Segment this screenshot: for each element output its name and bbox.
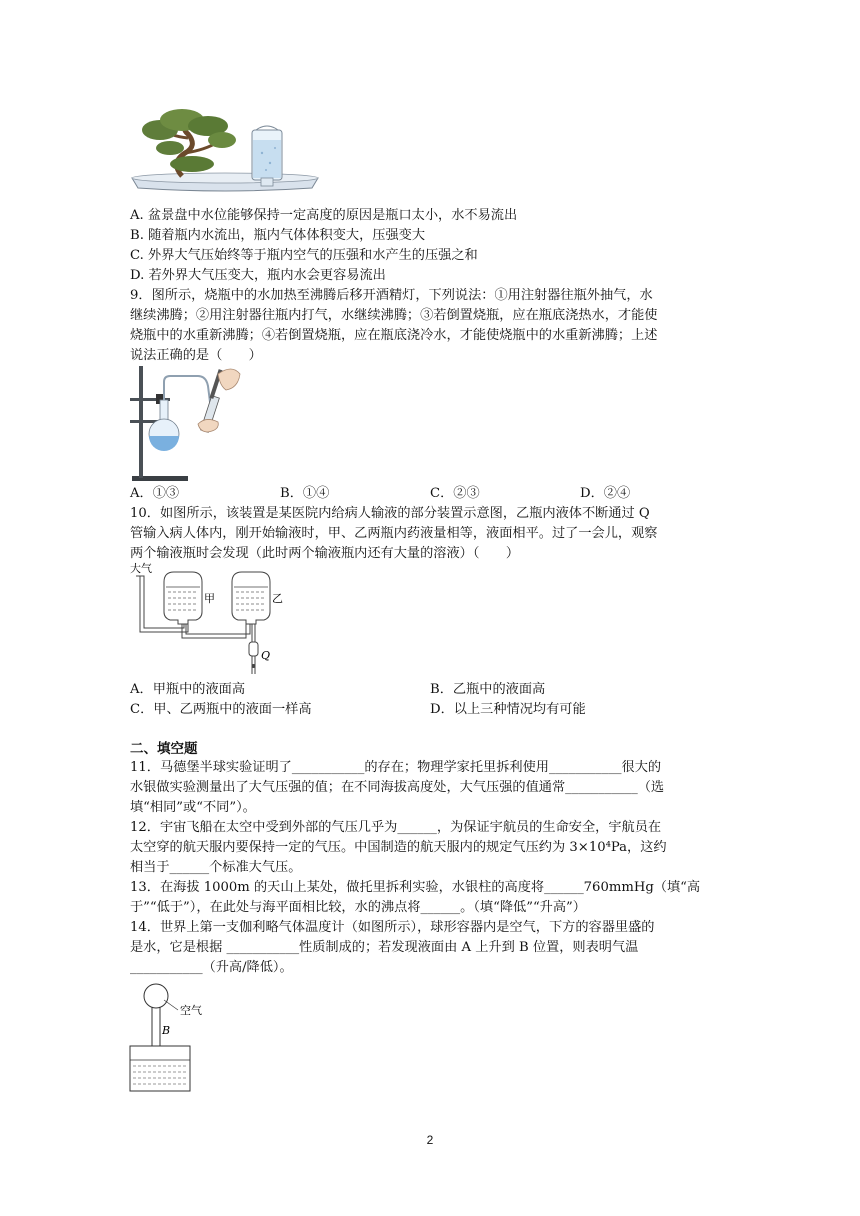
q10-option-d: D．以上三种情况均有可能 bbox=[430, 702, 586, 717]
q9-option-b: B．①④ bbox=[280, 486, 330, 501]
q9-stem-line: 9．图所示，烧瓶中的水加热至沸腾后移开酒精灯，下列说法：①用注射器往瓶外抽气，水 bbox=[130, 288, 653, 303]
q9-stem-line: 烧瓶中的水重新沸腾；④若倒置烧瓶，应在瓶底浇冷水，才能使烧瓶中的水重新沸腾；上述 bbox=[130, 328, 658, 343]
b-label: B bbox=[162, 1024, 171, 1037]
galileo-thermometer-figure bbox=[128, 982, 238, 1094]
q9-option-d: D．②④ bbox=[580, 486, 631, 501]
q9-stem-line: 继续沸腾；②用注射器往瓶内打气，水继续沸腾；③若倒置烧瓶，应在瓶底浇热水，才能使 bbox=[130, 308, 658, 323]
q10-option-a: A．甲瓶中的液面高 bbox=[130, 682, 246, 697]
q12-line: 12．宇宙飞船在太空中受到外部的气压几乎为______，为保证宇航员的生命安全，宇航员在 bbox=[130, 820, 662, 835]
q10-stem-line: 两个输液瓶时会发现（此时两个输液瓶内还有大量的溶液）（ ） bbox=[130, 546, 520, 561]
q12-line: 太空穿的航天服内要保持一定的气压。中国制造的航天服内的规定气压约为 3×10⁴Pa，这约 bbox=[130, 840, 667, 855]
q14-line: 是水，它是根据 ___________性质制成的；若发现液面由 A 上升到 B 位置，则表明气温 bbox=[130, 940, 639, 955]
q9-stem-line: 说法正确的是（ ） bbox=[130, 348, 262, 363]
flask-syringe-figure bbox=[128, 364, 248, 484]
iv-bottles-figure bbox=[128, 562, 298, 682]
q12-line: 相当于______个标准大气压。 bbox=[130, 860, 302, 875]
q14-line: ___________（升高/降低）。 bbox=[130, 960, 293, 975]
q11-line: 水银做实验测量出了大气压强的值；在不同海拔高度处，大气压强的值通常___________（选 bbox=[130, 780, 665, 795]
bottle-yi-label: 乙 bbox=[272, 592, 283, 605]
q8-option-d: D. 若外界大气压变大，瓶内水会更容易流出 bbox=[130, 268, 386, 283]
page-number: 2 bbox=[426, 1133, 434, 1147]
q9-option-c: C．②③ bbox=[430, 486, 480, 501]
q-tube-label: Q bbox=[261, 649, 271, 662]
q11-line: 填“相同”或“不同”）。 bbox=[130, 800, 256, 815]
q10-stem-line: 10．如图所示，该装置是某医院内给病人输液的部分装置示意图，乙瓶内液体不断通过 Q bbox=[130, 506, 650, 521]
q8-option-a: A. 盆景盘中水位能够保持一定高度的原因是瓶口太小，水不易流出 bbox=[130, 208, 518, 223]
air-label: 空气 bbox=[180, 1004, 202, 1017]
q14-line: 14．世界上第一支伽利略气体温度计（如图所示），球形容器内是空气，下方的容器里盛的 bbox=[130, 920, 655, 935]
q11-line: 11．马德堡半球实验证明了___________的存在；物理学家托里拆利使用___________很大的 bbox=[130, 760, 662, 775]
q9-option-a: A．①③ bbox=[130, 486, 180, 501]
q10-option-b: B．乙瓶中的液面高 bbox=[430, 682, 546, 697]
q10-stem-line: 管输入病人体内，刚开始输液时，甲、乙两瓶内药液量相等，液面相平。过了一会儿，观察 bbox=[130, 526, 658, 541]
q13-line: 于”“低于”），在此处与海平面相比较，水的沸点将______。（填“降低”“升高”） bbox=[130, 900, 586, 915]
section-title: 二、填空题 bbox=[130, 741, 198, 757]
q10-option-c: C．甲、乙两瓶中的液面一样高 bbox=[130, 702, 312, 717]
bottle-jia-label: 甲 bbox=[204, 592, 215, 605]
atmosphere-label: 大气 bbox=[130, 562, 152, 575]
bonsai-bottle-figure bbox=[130, 108, 320, 198]
q13-line: 13．在海拔 1000m 的天山上某处，做托里拆利实验，水银柱的高度将______760mmHg（填“高 bbox=[130, 880, 701, 895]
q8-option-c: C. 外界大气压始终等于瓶内空气的压强和水产生的压强之和 bbox=[130, 248, 478, 263]
q8-option-b: B. 随着瓶内水流出，瓶内气体体积变大，压强变大 bbox=[130, 228, 426, 243]
